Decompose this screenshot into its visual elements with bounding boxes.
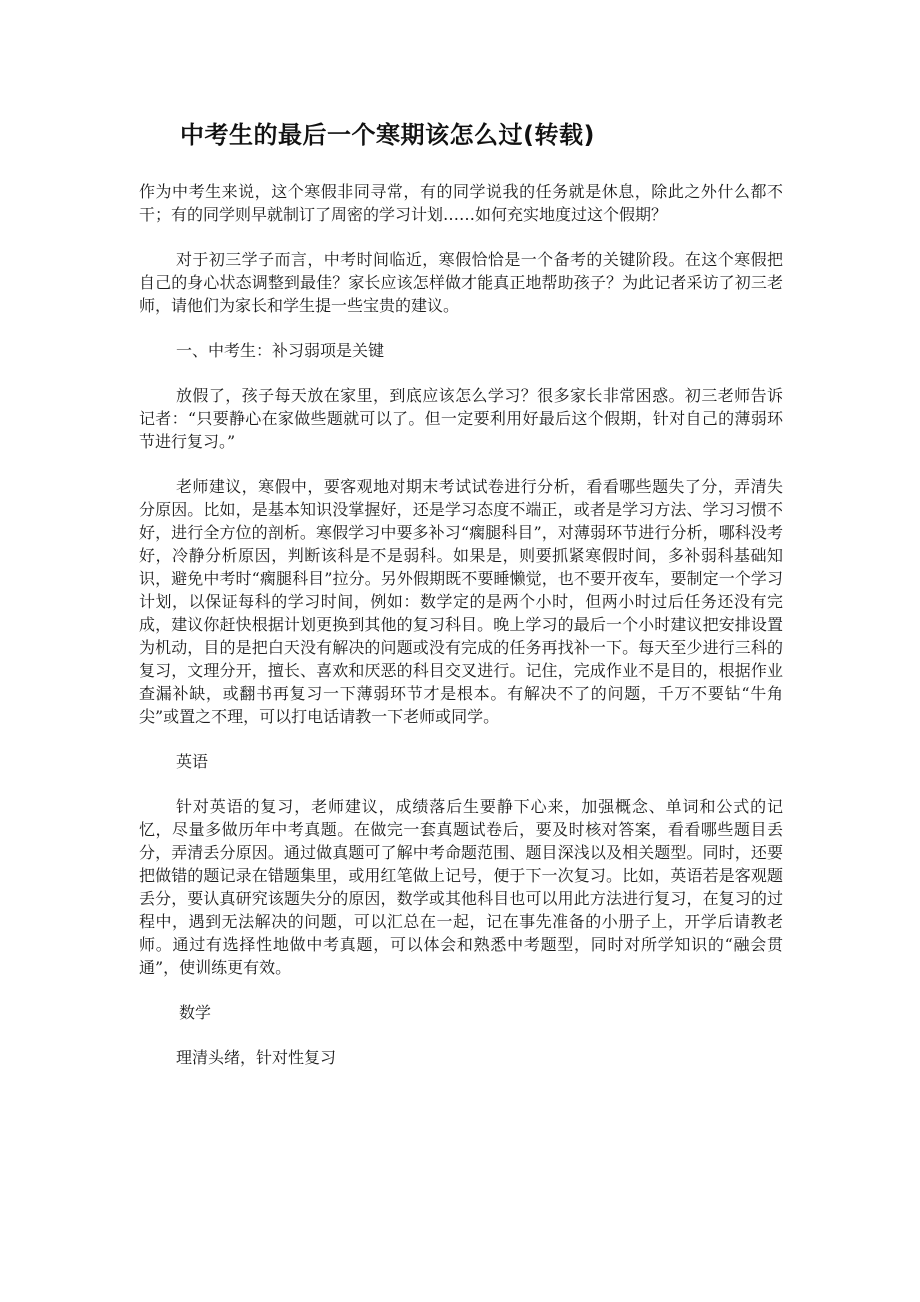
english-paragraph: 针对英语的复习，老师建议，成绩落后生要静下心来，加强概念、单词和公式的记忆，尽量多做历年中考真题。在做完一套真题试卷后，要及时核对答案，看看哪些题目丢分，弄清丢分原因。通过做真题可了解中考命题范围、题目深浅以及相关题型。同时，还要把做错的题记录在错题集里，或用红笔做上记号，便于下一次复习。比如，英语若是客观题丢分，要认真研究该题失分的原因，数学或其他科目也可以用此方法进行复习，在复习的过程中，遇到无法解决的问题，可以汇总在一起，记在事先准备的小册子上，开学后请教老师。通过有选择性地做中考真题，可以体会和熟悉中考题型，同时对所学知识的“融会贯通”，使训练更有效。 xyxy=(139,797,783,977)
subject-heading-english: 英语 xyxy=(176,752,209,771)
math-subheading: 理清头绪，针对性复习 xyxy=(176,1048,337,1067)
body-paragraph: 放假了，孩子每天放在家里，到底应该怎么学习？很多家长非常困惑。初三老师告诉记者：“只要静心在家做些题就可以了。但一定要利用好最后这个假期，针对自己的薄弱环节进行复习。” xyxy=(139,386,783,451)
document-page xyxy=(139,0,783,1069)
subject-heading-math: 数学 xyxy=(179,1003,212,1022)
body-paragraph: 老师建议，寒假中，要客观地对期末考试试卷进行分析，看看哪些题失了分，弄清失分原因。比如，是基本知识没掌握好，还是学习态度不端正，或者是学习方法、学习习惯不好，进行全方位的剖析。寒假学习中要多补习“瘸腿科目”，对薄弱环节进行分析，哪科没考好，冷静分析原因，判断该科是不是弱科。如果是，则要抓紧寒假时间，多补弱科基础知识，避免中考时“瘸腿科目”拉分。另外假期既不要睡懒觉，也不要开夜车，要制定一个学习计划，以保证每科的学习时间，例如：数学定的是两个小时，但两小时过后任务还没有完成，建议你赶快根据计划更换到其他的复习科目。晚上学习的最后一个小时建议把安排设置为机动，目的是把白天没有解决的问题或没有完成的任务再找补一下。每天至少进行三科的复习，文理分开，擅长、喜欢和厌恶的科目交叉进行。记住，完成作业不是目的，根据作业查漏补缺，或翻书再复习一下薄弱环节才是根本。有解决不了的问题，千万不要钻“牛角尖”或置之不理，可以打电话请教一下老师或同学。 xyxy=(139,477,783,726)
document-title: 中考生的最后一个寒期该怎么过(转载) xyxy=(180,121,595,149)
background-paragraph: 对于初三学子而言，中考时间临近，寒假恰恰是一个备考的关键阶段。在这个寒假把自己的身心状态调整到最佳？家长应该怎样做才能真正地帮助孩子？为此记者采访了初三老师，请他们为家长和学生提一些宝贵的建议。 xyxy=(139,250,783,315)
intro-paragraph: 作为中考生来说，这个寒假非同寻常，有的同学说我的任务就是休息，除此之外什么都不干；有的同学则早就制订了周密的学习计划……如何充实地度过这个假期？ xyxy=(139,182,783,224)
section-heading: 一、中考生：补习弱项是关键 xyxy=(176,341,385,360)
